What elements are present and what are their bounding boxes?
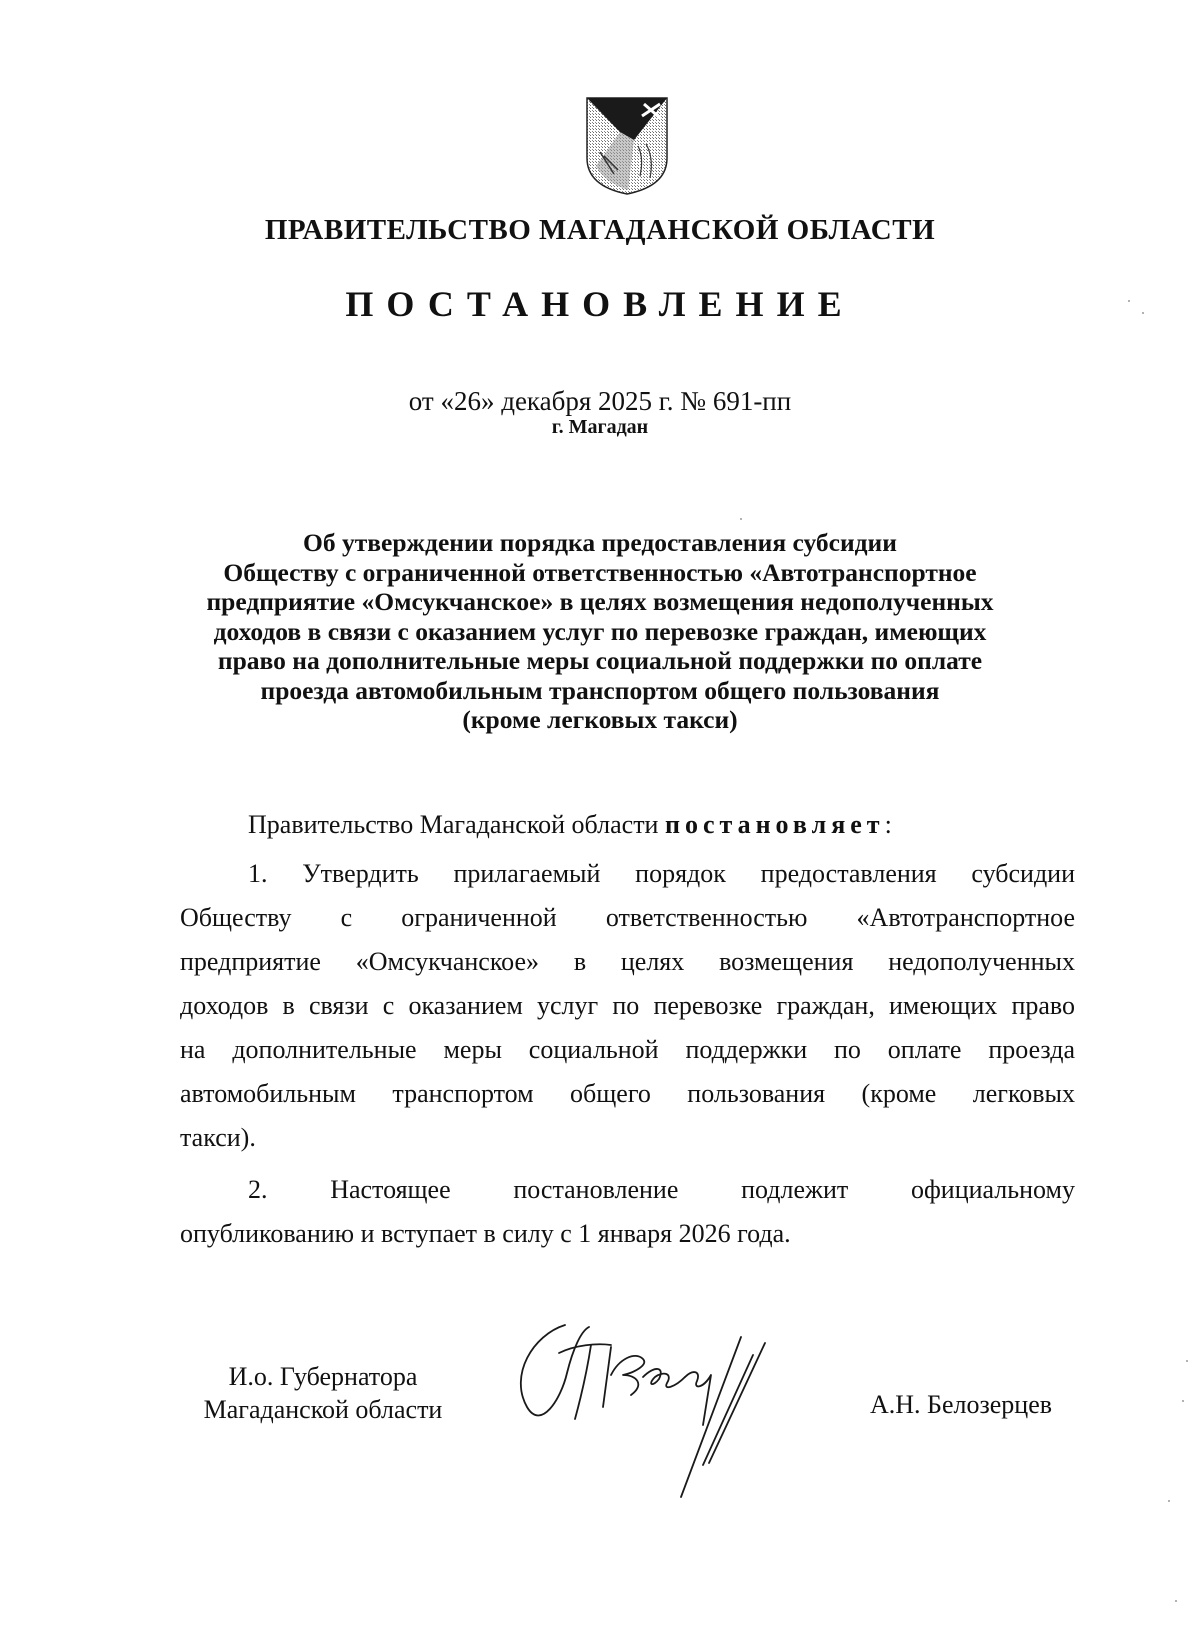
subject-line: Обществу с ограниченной ответственностью «Автотранспортное	[223, 557, 977, 587]
signer-position-line: Магаданской области	[203, 1395, 443, 1424]
signer-position-line: И.о. Губернатора	[228, 1362, 418, 1391]
signer-name: А.Н. Белозерцев	[870, 1390, 1053, 1419]
subject-line: доходов в связи с оказанием услуг по перевозке граждан, имеющих	[213, 616, 987, 646]
paragraph-line: такси).	[180, 1123, 256, 1152]
scan-speck	[1182, 1400, 1184, 1402]
paragraph-line: 2. Настоящее постановление подлежит официальному	[248, 1175, 1075, 1204]
paragraph-line: автомобильным транспортом общего пользования (кроме легковых	[180, 1079, 1075, 1108]
subject-line: предприятие «Омсукчанское» в целях возмещения недополученных	[206, 587, 994, 616]
paragraph-line: предприятие «Омсукчанское» в целях возмещения недополученных	[180, 947, 1075, 976]
preamble-text: Правительство Магаданской области	[248, 810, 659, 839]
scan-speck	[1128, 300, 1130, 302]
preamble-end: :	[884, 810, 892, 839]
subject-line: (кроме легковых такси)	[462, 705, 738, 734]
subject-line: право на дополнительные меры социальной поддержки по оплате	[217, 646, 983, 675]
preamble-emphasis: постановляет	[664, 810, 885, 839]
scan-speck	[1168, 1500, 1170, 1502]
preamble	[248, 810, 1048, 840]
paragraph-line: доходов в связи с оказанием услуг по перевозке граждан, имеющих право	[180, 991, 1075, 1020]
paragraph-1	[180, 852, 1075, 1160]
paragraph-line: на дополнительные меры социальной поддержки по оплате проезда	[180, 1035, 1075, 1064]
subject-line: проезда автомобильным транспортом общего пользования	[260, 675, 940, 705]
subject-line: Об утверждении порядка предоставления субсидии	[303, 528, 897, 557]
paragraph-2	[180, 1168, 1075, 1256]
paragraph-line: опубликованию и вступает в силу с 1 января 2026 года.	[180, 1219, 791, 1248]
government-name: ПРАВИТЕЛЬСТВО МАГАДАНСКОЙ ОБЛАСТИ	[264, 214, 936, 246]
document-date-number: от «26» декабря 2025 г. № 691-пп	[408, 386, 792, 416]
scan-speck	[1142, 312, 1144, 314]
paragraph-line: Обществу с ограниченной ответственностью «Автотранспортное	[180, 903, 1075, 932]
scan-speck	[1186, 1360, 1188, 1362]
signer-position	[178, 1360, 468, 1426]
scan-speck	[1175, 1600, 1177, 1602]
magadan-coat-of-arms-icon	[584, 96, 670, 196]
paragraph-line: 1. Утвердить прилагаемый порядок предоставления субсидии	[248, 859, 1075, 888]
document-city: г. Магадан	[551, 416, 649, 438]
document-type-title: ПОСТАНОВЛЕНИЕ	[345, 284, 855, 324]
handwritten-signature-icon	[515, 1315, 785, 1505]
scan-speck	[740, 518, 742, 520]
document-subject	[160, 528, 1040, 735]
